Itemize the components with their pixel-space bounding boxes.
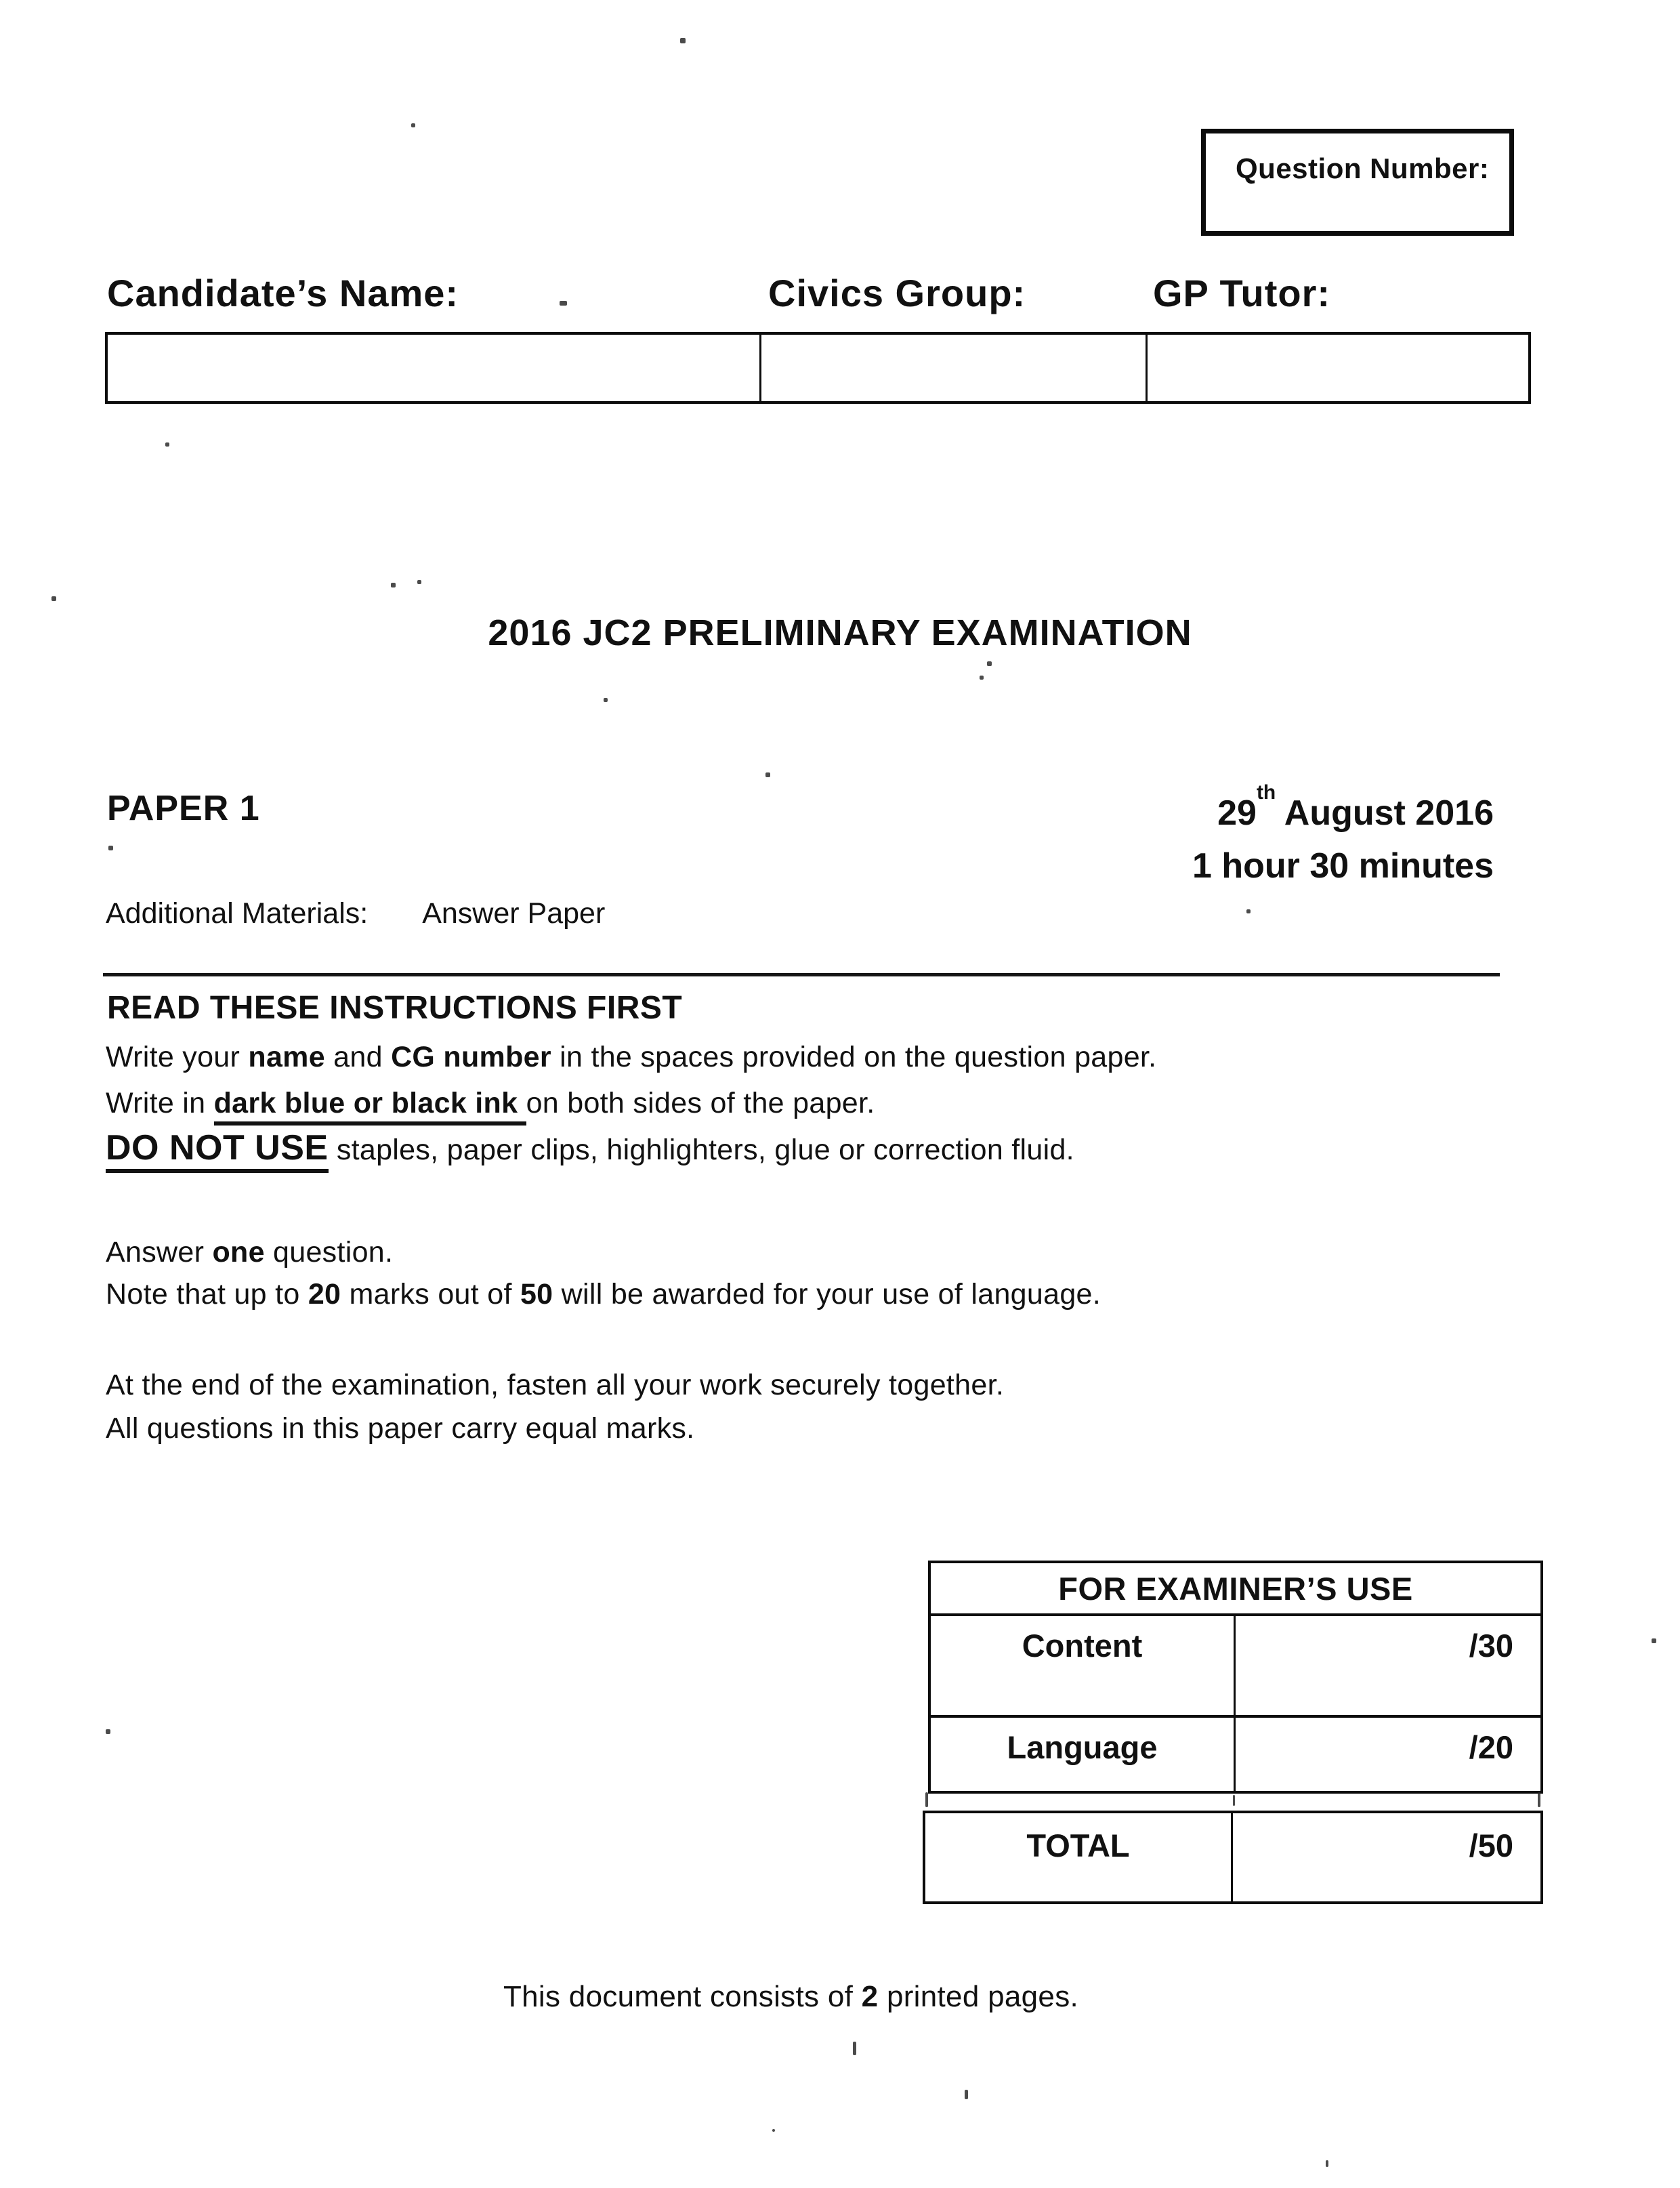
additional-materials-value: Answer Paper xyxy=(422,897,606,930)
text-run: will be awarded for your use of language. xyxy=(553,1278,1101,1310)
scan-noise-tick xyxy=(925,1792,928,1807)
text-run-bold: 20 xyxy=(308,1278,341,1310)
text-run-bold: name xyxy=(248,1041,325,1073)
scan-noise-dot xyxy=(980,676,984,680)
scan-noise-dot xyxy=(411,123,415,127)
text-run: and xyxy=(324,1041,392,1073)
text-run: printed pages. xyxy=(878,1980,1079,2013)
candidate-name-field[interactable] xyxy=(108,335,761,401)
instructions-heading: READ THESE INSTRUCTIONS FIRST xyxy=(107,990,683,1026)
table-row-language xyxy=(931,1715,1540,1791)
scan-noise-dot xyxy=(987,661,992,666)
exam-date-day: 29 xyxy=(1217,793,1257,833)
paper-number: PAPER 1 xyxy=(107,789,260,828)
gp-tutor-label: GP Tutor: xyxy=(1153,272,1331,314)
text-run: question. xyxy=(264,1236,394,1268)
instruction-line-do-not-use xyxy=(106,1128,1074,1168)
do-not-use-phrase: DO NOT USE xyxy=(106,1128,329,1173)
instruction-line-answer-one xyxy=(106,1236,393,1269)
additional-materials-label: Additional Materials: xyxy=(106,897,369,930)
page-count-number: 2 xyxy=(861,1980,879,2013)
scan-noise-dot xyxy=(604,698,608,702)
scan-noise-dot xyxy=(1652,1638,1656,1643)
scan-noise-tick xyxy=(1538,1792,1540,1807)
exam-date-rest: August 2016 xyxy=(1276,793,1494,833)
text-run: This document consists of xyxy=(503,1980,862,2013)
text-run: Write in xyxy=(106,1087,214,1119)
scan-noise-dot xyxy=(772,2129,775,2132)
scan-noise-tick xyxy=(853,2042,856,2055)
scan-noise-tick xyxy=(1326,2160,1328,2167)
language-row-label: Language xyxy=(931,1718,1236,1791)
gp-tutor-field[interactable] xyxy=(1148,335,1528,401)
content-row-label: Content xyxy=(931,1616,1236,1715)
instruction-line-equal-marks: All questions in this paper carry equal marks. xyxy=(106,1412,695,1445)
text-run: Answer xyxy=(106,1236,213,1268)
additional-materials-line xyxy=(106,897,605,930)
civics-group-label: Civics Group: xyxy=(768,272,1026,314)
instruction-line-fasten: At the end of the examination, fasten all your work securely together. xyxy=(106,1369,1005,1401)
scan-noise-dot xyxy=(680,38,686,43)
text-run-bold-underline: dark blue or black ink xyxy=(214,1087,526,1126)
question-number-label: Question Number: xyxy=(1236,152,1490,184)
scan-noise-dot xyxy=(106,1729,110,1734)
scan-noise-dot xyxy=(1246,909,1251,913)
examiner-table-header: FOR EXAMINER’S USE xyxy=(931,1563,1540,1616)
scan-noise-dot xyxy=(165,442,169,447)
question-number-box[interactable] xyxy=(1201,129,1514,236)
instruction-line-ink xyxy=(106,1087,875,1120)
total-row-label: TOTAL xyxy=(925,1813,1233,1901)
exam-title: 2016 JC2 PRELIMINARY EXAMINATION xyxy=(488,613,1192,653)
scan-noise-dot xyxy=(391,583,396,587)
examiner-total-row xyxy=(923,1811,1543,1904)
text-run: in the spaces provided on the question paper. xyxy=(551,1041,1157,1073)
examiner-use-table xyxy=(928,1561,1543,1794)
text-run: on both sides of the paper. xyxy=(526,1087,875,1119)
text-run: marks out of xyxy=(341,1278,520,1310)
section-divider-rule xyxy=(103,973,1500,976)
text-run-bold: one xyxy=(212,1236,265,1268)
candidate-details-table xyxy=(105,332,1531,404)
instruction-line-marks-note xyxy=(106,1278,1101,1311)
total-score-cell[interactable]: /50 xyxy=(1469,1828,1513,1863)
text-run: Write your xyxy=(106,1041,249,1073)
candidate-name-label: Candidate’s Name: xyxy=(107,272,459,314)
scan-noise-tick xyxy=(965,2090,968,2099)
content-score-cell[interactable]: /30 xyxy=(1469,1628,1513,1664)
exam-date-ordinal: th xyxy=(1256,781,1276,804)
scan-noise-dot xyxy=(560,301,567,306)
scan-noise-tick xyxy=(1233,1795,1235,1806)
text-run: Note that up to xyxy=(106,1278,308,1310)
exam-duration: 1 hour 30 minutes xyxy=(1192,846,1494,886)
text-run-bold: 50 xyxy=(520,1278,553,1310)
text-run-bold: CG number xyxy=(391,1041,551,1073)
scan-noise-dot xyxy=(51,596,56,601)
text-run: staples, paper clips, highlighters, glue or correction fluid. xyxy=(328,1134,1074,1166)
scan-noise-dot xyxy=(765,772,770,777)
scan-noise-dot xyxy=(417,580,421,584)
exam-date xyxy=(1217,781,1494,833)
language-score-cell[interactable]: /20 xyxy=(1469,1729,1513,1765)
instruction-line-name-cg xyxy=(106,1041,1156,1074)
table-row-content xyxy=(931,1616,1540,1715)
page-count-note xyxy=(0,1980,1582,2014)
scan-noise-dot xyxy=(108,846,113,850)
civics-group-field[interactable] xyxy=(761,335,1148,401)
